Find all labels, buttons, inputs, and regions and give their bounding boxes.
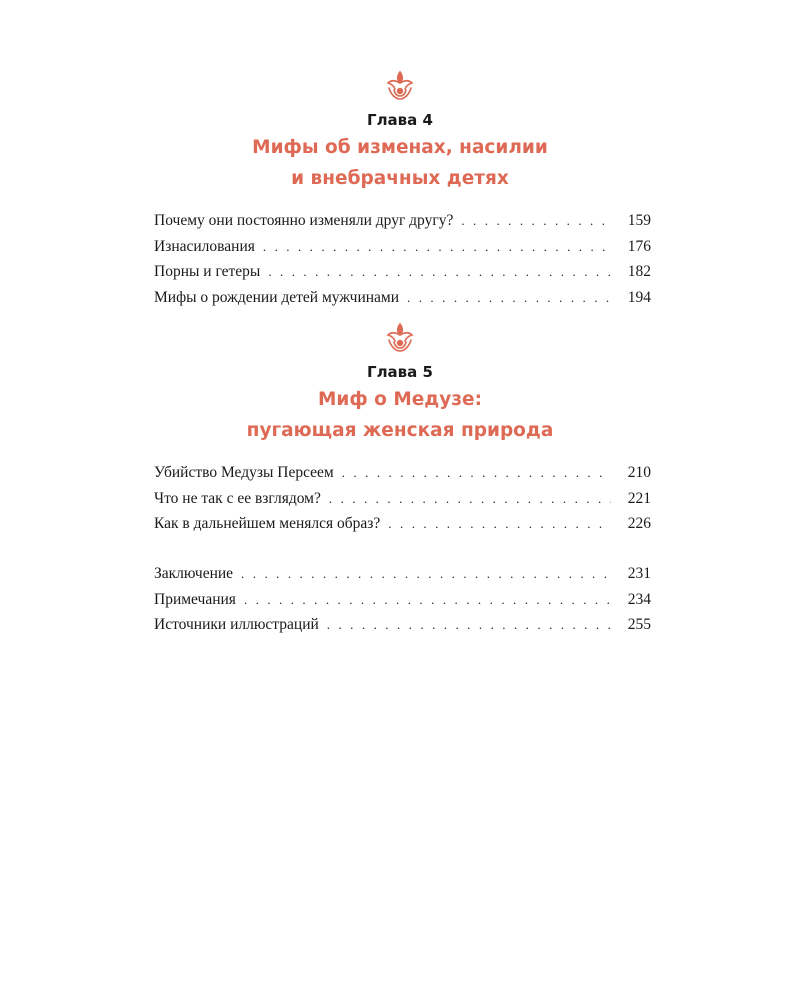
toc-entry-title: Примечания [154, 590, 236, 608]
toc-entry-title: Как в дальнейшем менялся образ? [154, 515, 381, 532]
dot-leader [388, 511, 611, 537]
chapter-label: Глава 5 [367, 363, 433, 381]
toc-entry[interactable] [154, 208, 651, 234]
toc-entry-title: Мифы о рождении детей мужчинами [154, 288, 400, 306]
toc-entry-page: 194 [627, 288, 651, 306]
closing-entries [154, 561, 651, 638]
dot-leader [327, 612, 611, 638]
chapter-5-entries [154, 460, 651, 537]
toc-entry-page: 210 [627, 464, 651, 481]
toc-entry[interactable] [154, 259, 651, 285]
toc-entry-title: Источники иллюстраций [154, 616, 319, 633]
toc-entry[interactable] [154, 234, 651, 260]
toc-entry[interactable] [154, 486, 651, 512]
toc-entry[interactable] [154, 587, 651, 613]
toc-entry-title: Почему они постоянно изменяли друг другу? [154, 212, 454, 229]
toc-entry-title: Убийство Медузы Персеем [154, 464, 334, 481]
toc-entry[interactable] [154, 460, 651, 486]
dot-leader [407, 285, 611, 311]
chapter-title-line-1: Мифы об изменах, насилии [252, 137, 548, 158]
chapter-title-line-2: пугающая женская природа [246, 420, 554, 441]
toc-entry-page: 182 [627, 263, 651, 280]
chapter-title-line-2: и внебрачных детях [291, 168, 509, 189]
toc-entry-title: Заключение [154, 565, 234, 582]
toc-entry-page: 234 [627, 590, 651, 608]
dot-leader [342, 460, 611, 486]
toc-entry-page: 231 [627, 565, 651, 582]
toc-entry-page: 159 [627, 212, 651, 229]
chapter-4-heading [0, 70, 800, 192]
dot-leader [263, 234, 611, 260]
toc-entry-page: 255 [627, 616, 651, 633]
dot-leader [244, 587, 611, 613]
toc-entry-page: 221 [627, 489, 651, 507]
toc-entry[interactable] [154, 511, 651, 537]
chapter-label: Глава 4 [367, 111, 433, 129]
chapter-5-heading [0, 322, 800, 444]
dot-leader [241, 561, 611, 587]
dot-leader [268, 259, 611, 285]
chapter-4-entries [154, 208, 651, 310]
toc-entry-title: Порны и гетеры [154, 263, 261, 280]
toc-entry[interactable] [154, 561, 651, 587]
toc-entry[interactable] [154, 285, 651, 311]
toc-entry-title: Изнасилования [154, 237, 255, 255]
toc-entry-page: 176 [627, 237, 651, 255]
lotus-ornament-icon [385, 70, 415, 102]
dot-leader [461, 208, 611, 234]
lotus-ornament-icon [385, 322, 415, 354]
toc-entry[interactable] [154, 612, 651, 638]
chapter-title-line-1: Миф о Медузе: [318, 389, 482, 410]
dot-leader [329, 486, 611, 512]
toc-entry-page: 226 [627, 515, 651, 532]
toc-entry-title: Что не так с ее взглядом? [154, 489, 321, 507]
